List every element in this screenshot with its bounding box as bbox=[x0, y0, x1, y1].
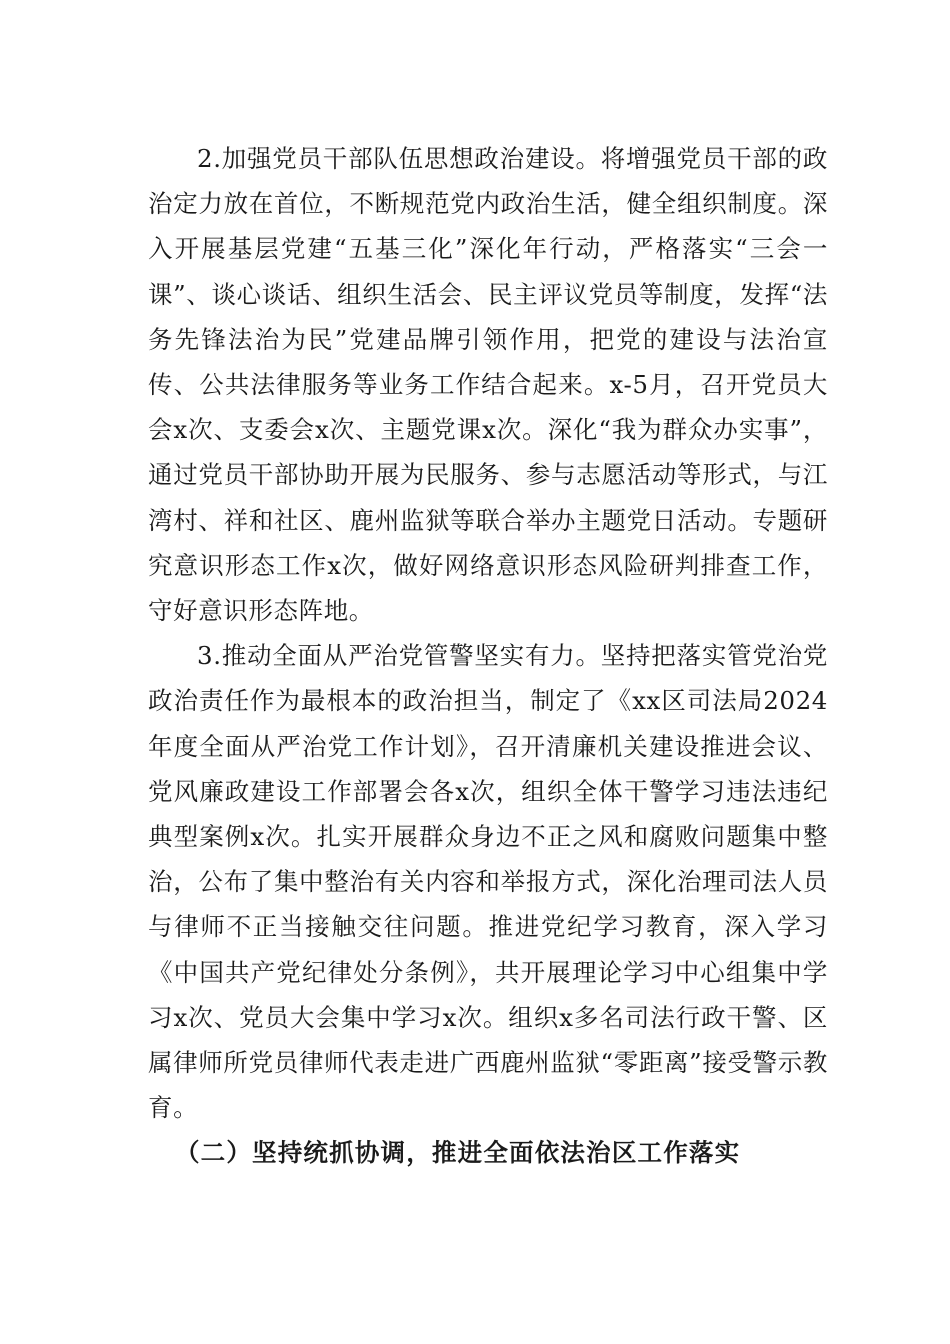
paragraph-3-strict-governance: 3.推动全面从严治党管警坚实有力。坚持把落实管党治党政治责任作为最根本的政治担当，制定了《xx区司法局2024年度全面从严治党工作计划》，召开清廉机关建设推进会议、党风廉政建设工作部署会各x次，组织全体干警学习违法违纪典型案例x次。扎实开展群众身边不正之风和腐败问题集中整治，公布了集中整治有关内容和举报方式，深化治理司法人员与律师不正当接触交往问题。推进党纪学习教育，深入学习《中国共产党纪律处分条例》，共开展理论学习中心组集中学习x次、党员大会集中学习x次。组织x多名司法行政干警、区属律师所党员律师代表走进广西鹿州监狱“零距离”接受警示教育。 bbox=[148, 641, 828, 1123]
section-heading: （二）坚持统抓协调，推进全面依法治区工作落实 bbox=[174, 1138, 741, 1168]
document-body bbox=[148, 136, 828, 1176]
paragraph-2-party-building: 2.加强党员干部队伍思想政治建设。将增强党员干部的政治定力放在首位，不断规范党内政治生活，健全组织制度。深入开展基层党建“五基三化”深化年行动，严格落实“三会一课”、谈心谈话、组织生活会、民主评议党员等制度，发挥“法务先锋法治为民”党建品牌引领作用，把党的建设与法治宣传、公共法律服务等业务工作结合起来。x-5月，召开党员大会x次、支委会x次、主题党课x次。深化“我为群众办实事”，通过党员干部协助开展为民服务、参与志愿活动等形式，与江湾村、祥和社区、鹿州监狱等联合举办主题党日活动。专题研究意识形态工作x次，做好网络意识形态风险研判排查工作，守好意识形态阵地。 bbox=[148, 144, 828, 626]
